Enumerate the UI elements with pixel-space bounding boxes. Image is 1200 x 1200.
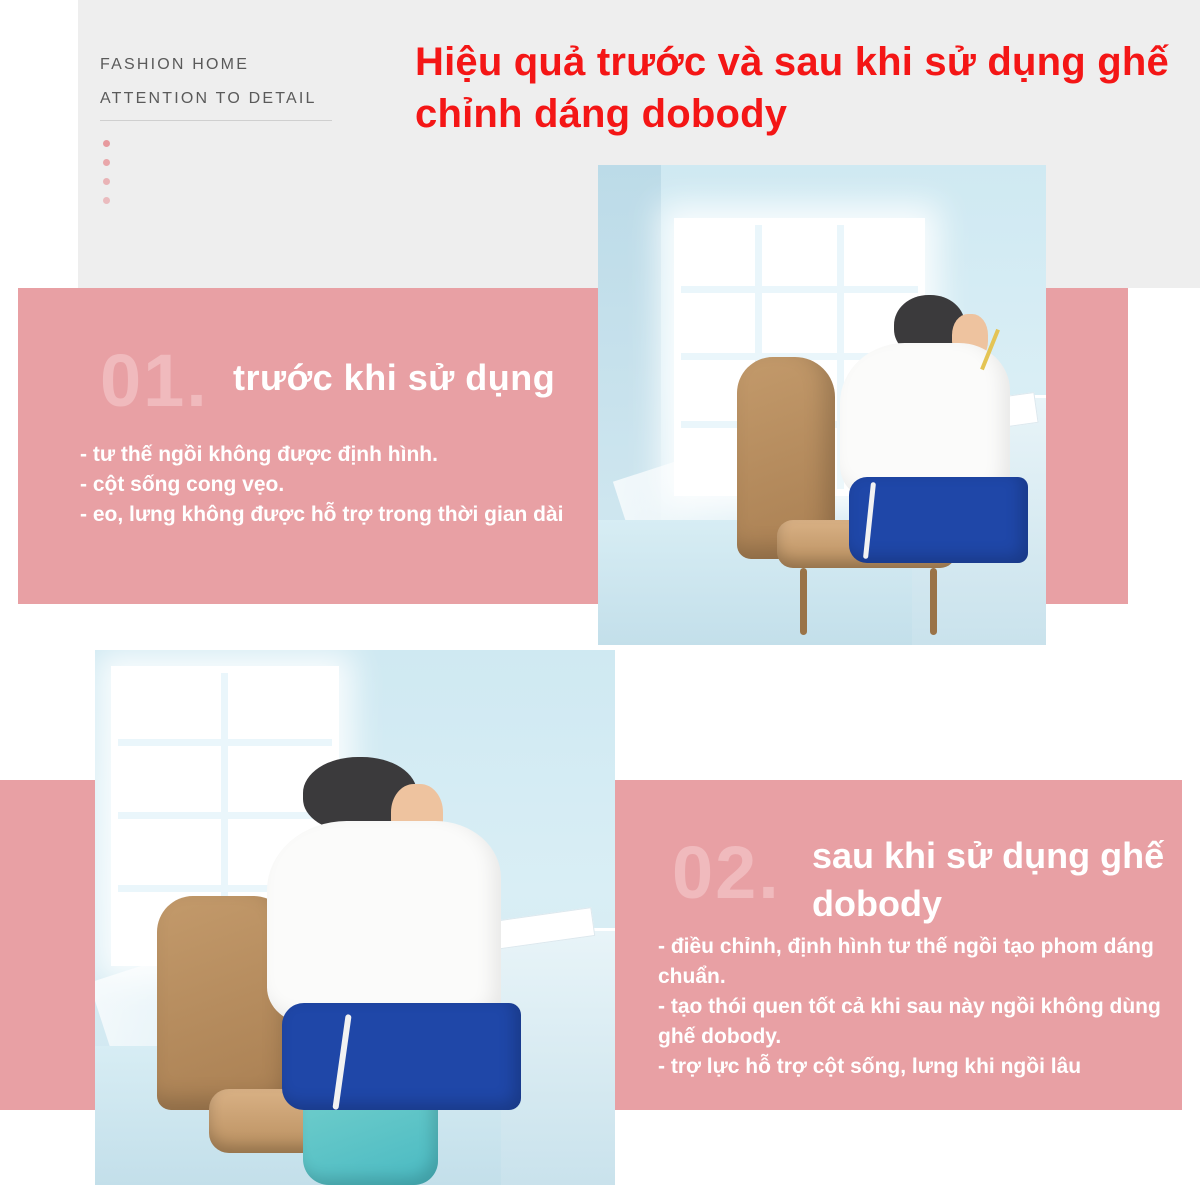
dot-icon: [103, 197, 110, 204]
brand-divider: [100, 120, 332, 121]
dot-icon: [103, 140, 110, 147]
brand-line-2: ATTENTION TO DETAIL: [100, 90, 317, 107]
person-pants: [849, 477, 1028, 563]
section-2-bullets: [658, 932, 1188, 1082]
person-shirt: [267, 821, 501, 1024]
dot-icon: [103, 178, 110, 185]
before-photo: [598, 165, 1046, 645]
section-2-number: 02.: [672, 831, 781, 914]
chair-leg: [800, 568, 807, 635]
section-2-title: sau khi sử dụng ghế dobody: [812, 835, 1165, 924]
section-1-bullet: - tư thế ngồi không được định hình.: [80, 443, 438, 466]
brand-block: [100, 48, 360, 116]
header-left-white-block: [0, 0, 78, 288]
dot-icon: [103, 159, 110, 166]
decorative-dots: [103, 140, 110, 216]
section-1-number: 01.: [100, 339, 209, 422]
chair-leg: [930, 568, 937, 635]
after-photo: [95, 650, 615, 1185]
before-photo-room: [598, 165, 1046, 645]
section-2-bullet: - trợ lực hỗ trợ cột sống, lưng khi ngồi lâu: [658, 1055, 1082, 1078]
section-1-bullets: [80, 440, 590, 530]
person-pants: [282, 1003, 521, 1110]
section-2-bullet: - tạo thói quen tốt cả khi sau này ngồi không dùng ghế dobody.: [658, 995, 1161, 1048]
section-1-bullet: - eo, lưng không được hỗ trợ trong thời gian dài: [80, 503, 564, 526]
section-1-bullet: - cột sống cong vẹo.: [80, 473, 285, 496]
section-1-title: trước khi sử dụng: [233, 357, 556, 398]
after-photo-room: [95, 650, 615, 1185]
page-title: Hiệu quả trước và sau khi sử dụng ghế chỉnh dáng dobody: [415, 40, 1169, 136]
section-2-bullet: - điều chỉnh, định hình tư thế ngồi tạo phom dáng chuẩn.: [658, 935, 1154, 988]
section-1-left-notch: [0, 288, 18, 604]
brand-line-1: FASHION HOME: [100, 56, 250, 73]
